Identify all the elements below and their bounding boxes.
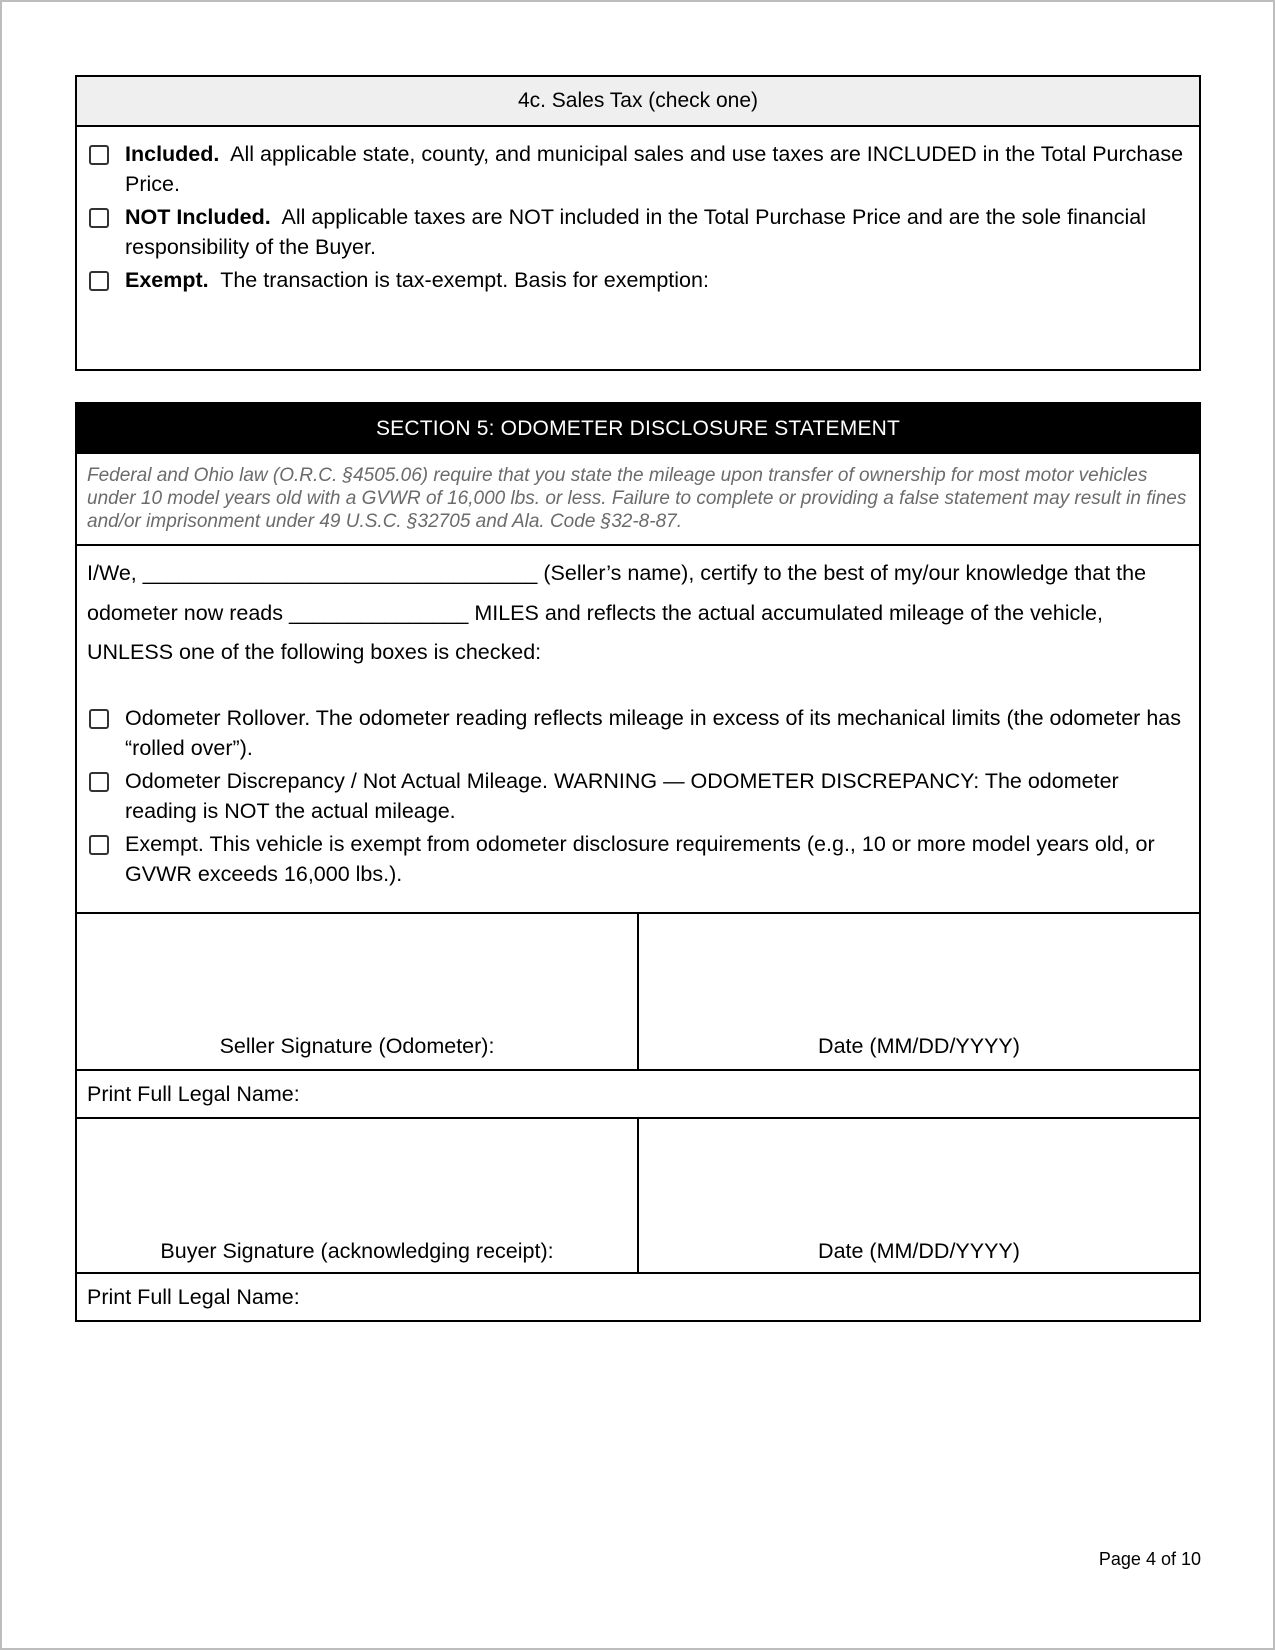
sales-tax-title: 4c. Sales Tax (check one) [77,77,1199,127]
buyer-signature-field[interactable] [77,1119,637,1274]
legal-notice: Federal and Ohio law (O.R.C. §4505.06) require that you state the mileage upon transfer of ownership for most motor vehicles under 10 model years old with a GVWR of 16,000 lbs. or less. Failure to complete or providing a false statement may result in fines and/or imprisonment under 49 U.S.C. §32705 and Ala. Code §32-8-87. [77,454,1199,546]
discrepancy-text: Odometer Discrepancy / Not Actual Mileage. WARNING — ODOMETER DISCREPANCY: The odometer reading is NOT the actual mileage. [125,768,1119,823]
not-included-checkbox[interactable] [89,208,109,228]
seller-signature-row [77,912,1199,1069]
included-label: Included. [125,142,220,166]
sales-tax-option-exempt [89,265,1187,295]
included-checkbox[interactable] [89,145,109,165]
odometer-option-discrepancy [89,766,1187,826]
odometer-disclosure-section [75,402,1201,1322]
buyer-signature-label: Buyer Signature (acknowledging receipt): [160,1239,554,1263]
included-text: All applicable state, county, and municipal sales and use taxes are INCLUDED in the Total Purchase Price. [125,142,1184,196]
seller-name-blank[interactable]: _________________________________ [142,561,538,585]
page-number: Page 4 of 10 [1098,1549,1201,1569]
odometer-option-rollover [89,703,1187,763]
seller-signature-field[interactable] [77,914,637,1069]
discrepancy-checkbox[interactable] [89,772,109,792]
odometer-exempt-text: Exempt. This vehicle is exempt from odometer disclosure requirements (e.g., 10 or more model years old, or GVWR exceeds 16,000 lbs.). [125,831,1155,886]
buyer-print-name-label: Print Full Legal Name: [87,1284,300,1309]
seller-date-field[interactable] [637,914,1199,1069]
sales-tax-option-included [89,139,1187,199]
exempt-text: The transaction is tax-exempt. Basis for exemption: [220,268,709,292]
odometer-option-exempt [89,829,1187,889]
buyer-print-name-field[interactable] [77,1272,1199,1320]
not-included-label: NOT Included. [125,205,271,229]
exempt-checkbox[interactable] [89,271,109,291]
sales-tax-options [77,127,1199,295]
buyer-date-field[interactable] [637,1119,1199,1274]
certify-prefix: I/We, [87,561,137,585]
buyer-signature-row [77,1117,1199,1274]
sales-tax-option-not-included [89,202,1187,262]
rollover-text: Odometer Rollover. The odometer reading reflects mileage in excess of its mechanical limits (the odometer has “rolled over”). [125,705,1181,760]
seller-date-label: Date (MM/DD/YYYY) [818,1034,1020,1058]
exempt-label: Exempt. [125,268,209,292]
seller-print-name-label: Print Full Legal Name: [87,1081,300,1106]
buyer-date-label: Date (MM/DD/YYYY) [818,1239,1020,1263]
odometer-exempt-checkbox[interactable] [89,835,109,855]
rollover-checkbox[interactable] [89,709,109,729]
certify-mid1: (Seller’s name), certify to the best of my/our knowledge that the odometer now reads [87,561,1147,625]
odometer-options [77,673,1199,903]
seller-print-name-field[interactable] [77,1069,1199,1117]
mileage-blank[interactable]: _______________ [288,600,469,625]
certification-statement [77,546,1199,673]
sales-tax-section [75,75,1201,371]
not-included-text: All applicable taxes are NOT included in the Total Purchase Price and are the sole financial responsibility of the Buyer. [125,205,1146,259]
certify-mid2: MILES and reflects the actual accumulated mileage of the vehicle, UNLESS one of the following boxes is checked: [87,600,1103,664]
section5-title: SECTION 5: ODOMETER DISCLOSURE STATEMENT [77,404,1199,454]
seller-signature-label: Seller Signature (Odometer): [219,1034,495,1058]
